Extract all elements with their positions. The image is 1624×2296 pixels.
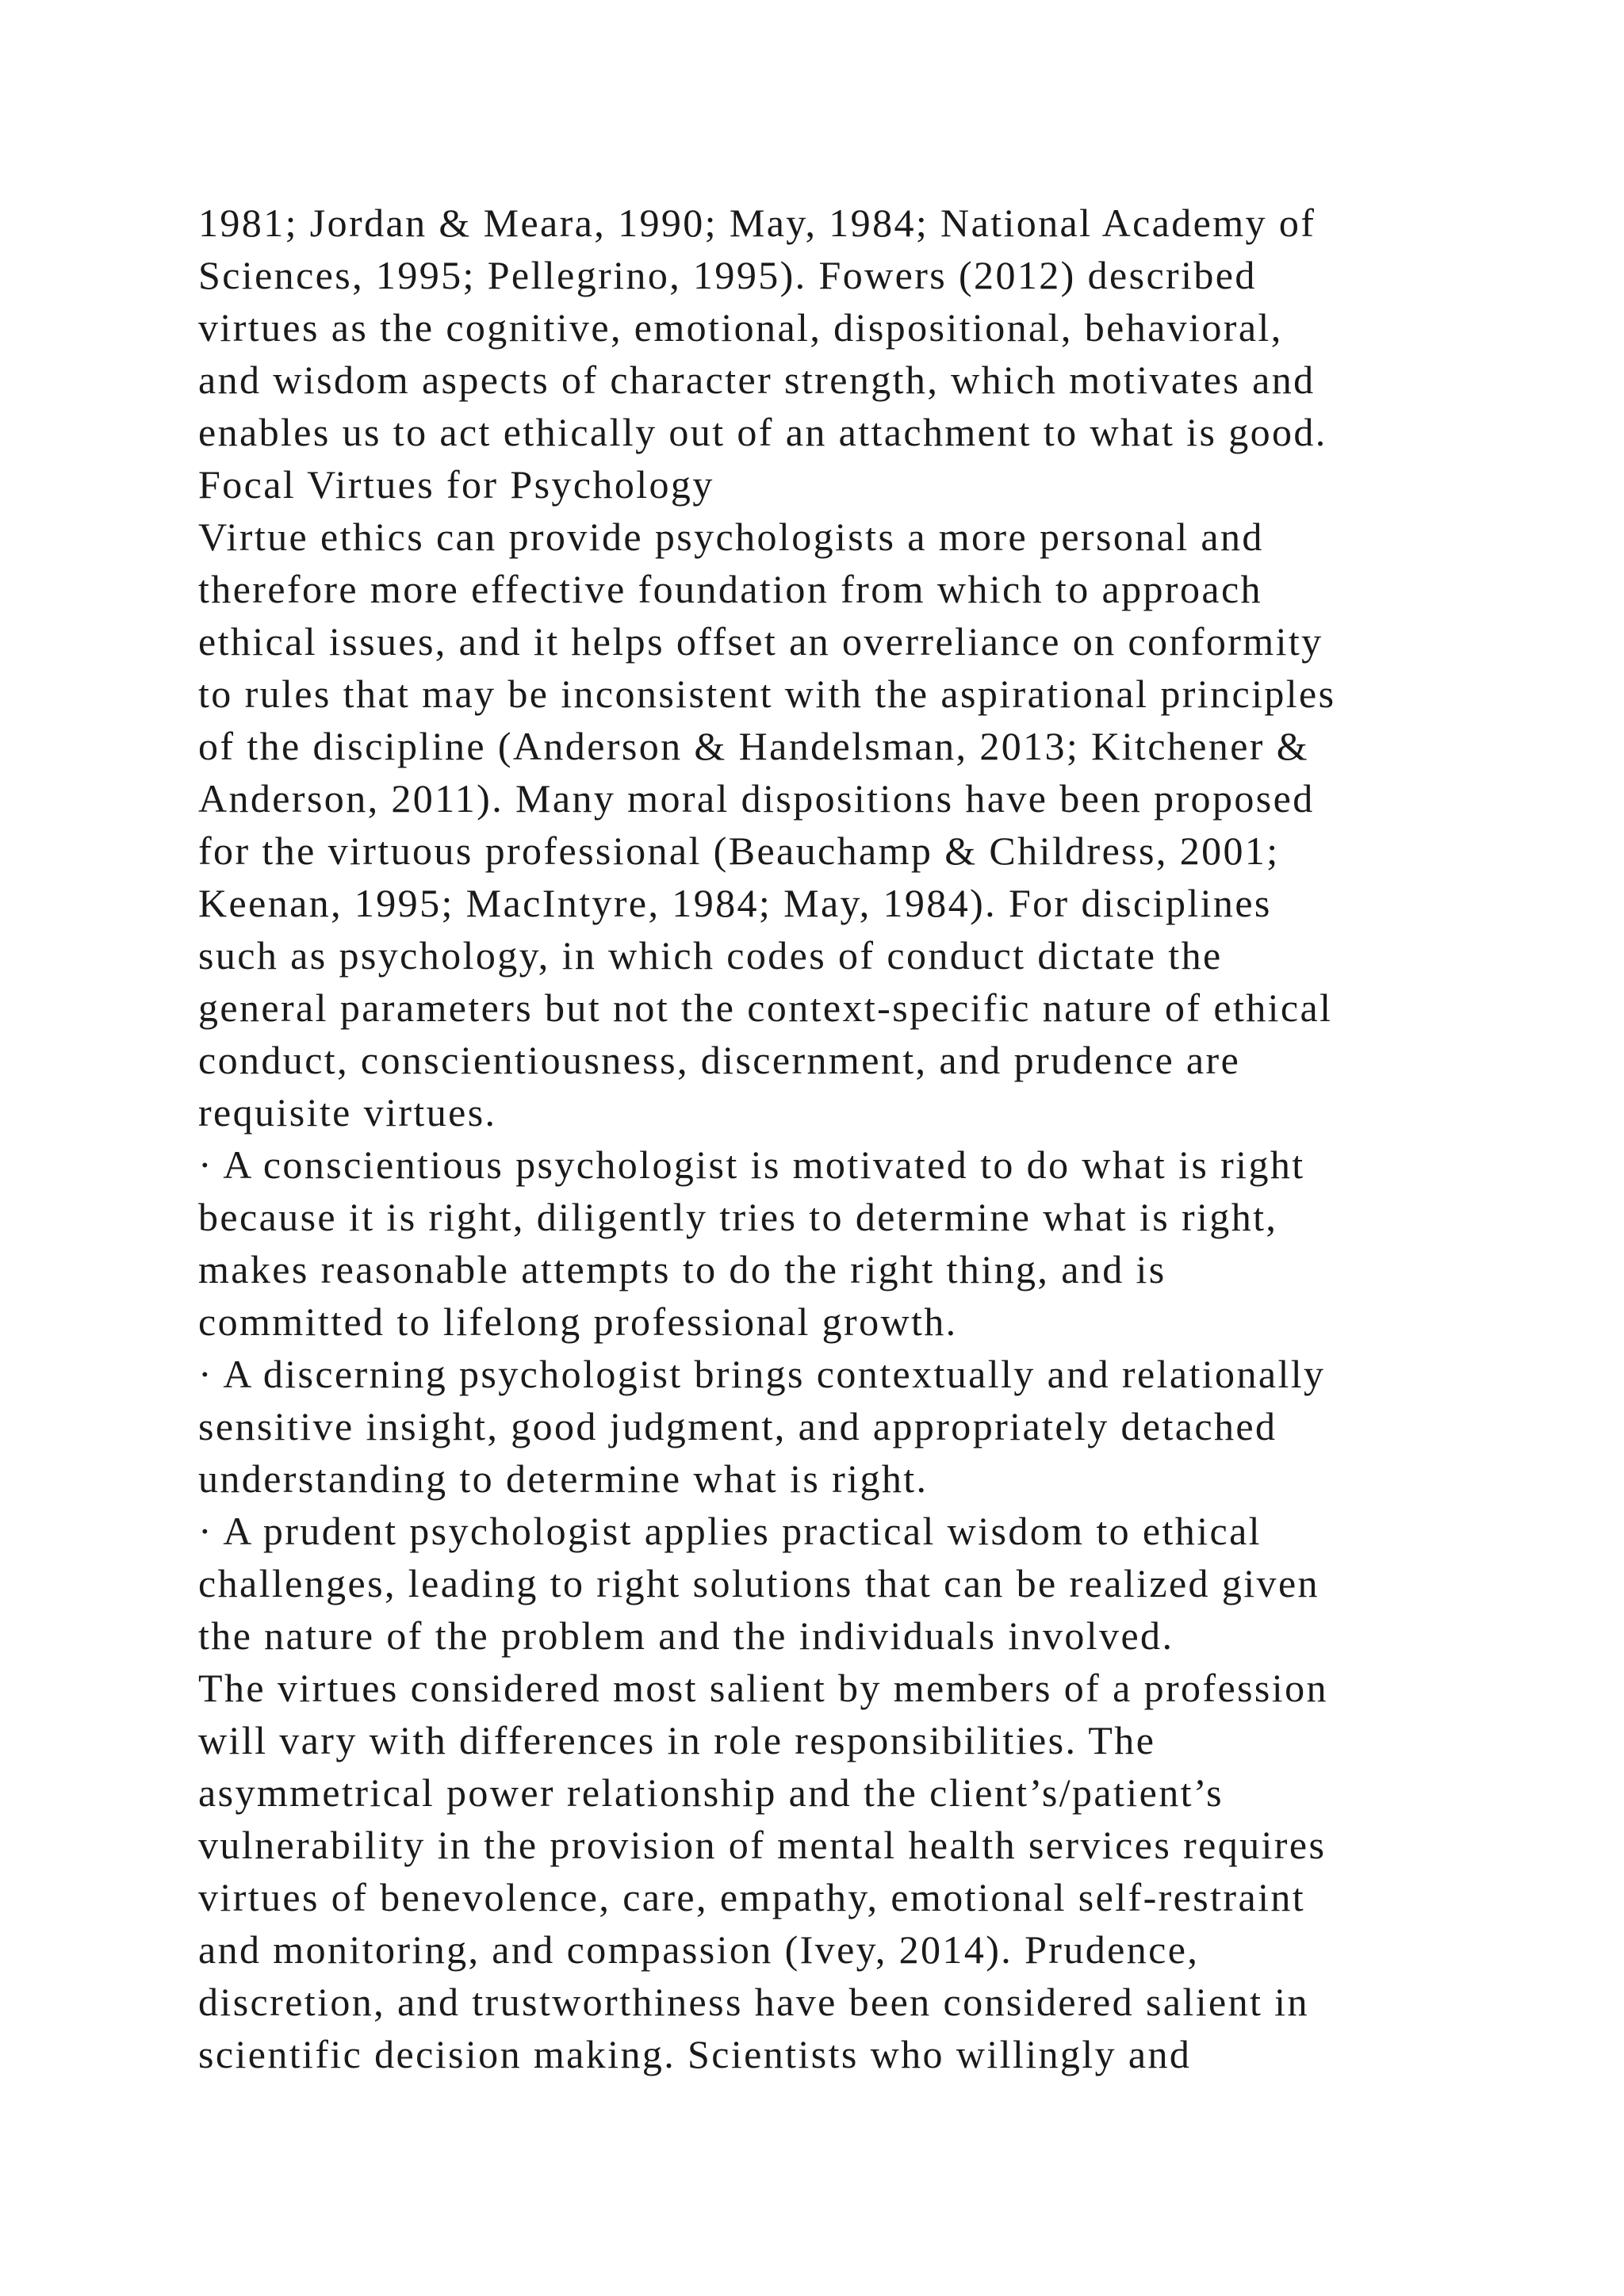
section-heading: Focal Virtues for Psychology [198, 462, 714, 507]
text-line: because it is right, diligently tries to determine what is right, [198, 1195, 1278, 1239]
text-line: Sciences, 1995; Pellegrino, 1995). Fowers (2012) described [198, 253, 1257, 297]
text-line: challenges, leading to right solutions that can be realized given [198, 1561, 1320, 1605]
text-line: asymmetrical power relationship and the client’s/patient’s [198, 1770, 1224, 1815]
bullet-line: · A conscientious psychologist is motivated to do what is right [198, 1142, 1305, 1187]
text-line: general parameters but not the context-specific nature of ethical [198, 985, 1333, 1030]
text-line: virtues of benevolence, care, empathy, emotional self-restraint [198, 1875, 1306, 1919]
text-line: Virtue ethics can provide psychologists a more personal and [198, 515, 1264, 559]
text-line: and monitoring, and compassion (Ivey, 2014). Prudence, [198, 1927, 1200, 1972]
text-line: and wisdom aspects of character strength, which motivates and [198, 358, 1316, 402]
text-line: conduct, conscientiousness, discernment, and prudence are [198, 1038, 1241, 1082]
text-line: virtues as the cognitive, emotional, dispositional, behavioral, [198, 305, 1283, 350]
text-line: The virtues considered most salient by members of a profession [198, 1666, 1328, 1710]
text-line: sensitive insight, good judgment, and appropriately detached [198, 1404, 1277, 1448]
text-line: of the discipline (Anderson & Handelsman, 2013; Kitchener & [198, 724, 1310, 768]
text-line: requisite virtues. [198, 1090, 497, 1135]
text-line: 1981; Jordan & Meara, 1990; May, 1984; National Academy of [198, 201, 1316, 245]
text-line: makes reasonable attempts to do the right thing, and is [198, 1247, 1166, 1292]
text-line: Keenan, 1995; MacIntyre, 1984; May, 1984). For disciplines [198, 881, 1272, 925]
text-line: will vary with differences in role responsibilities. The [198, 1718, 1156, 1762]
text-line: the nature of the problem and the individuals involved. [198, 1613, 1174, 1658]
bullet-line: · A prudent psychologist applies practical wisdom to ethical [198, 1509, 1262, 1553]
text-line: enables us to act ethically out of an attachment to what is good. [198, 410, 1327, 454]
text-line: such as psychology, in which codes of conduct dictate the [198, 933, 1223, 978]
text-line: committed to lifelong professional growth. [198, 1299, 958, 1344]
text-line: therefore more effective foundation from which to approach [198, 567, 1262, 611]
text-line: discretion, and trustworthiness have been considered salient in [198, 1980, 1309, 2024]
text-line: scientific decision making. Scientists who willingly and [198, 2032, 1192, 2076]
text-line: vulnerability in the provision of mental health services requires [198, 1823, 1327, 1867]
text-line: understanding to determine what is right. [198, 1456, 929, 1501]
bullet-line: · A discerning psychologist brings contextually and relationally [198, 1352, 1326, 1396]
text-line: ethical issues, and it helps offset an overreliance on conformity [198, 619, 1323, 664]
text-line: to rules that may be inconsistent with the aspirational principles [198, 672, 1336, 716]
document-text [198, 197, 1467, 2080]
text-line: for the virtuous professional (Beauchamp & Childress, 2001; [198, 828, 1280, 873]
text-line: Anderson, 2011). Many moral dispositions have been proposed [198, 776, 1315, 821]
